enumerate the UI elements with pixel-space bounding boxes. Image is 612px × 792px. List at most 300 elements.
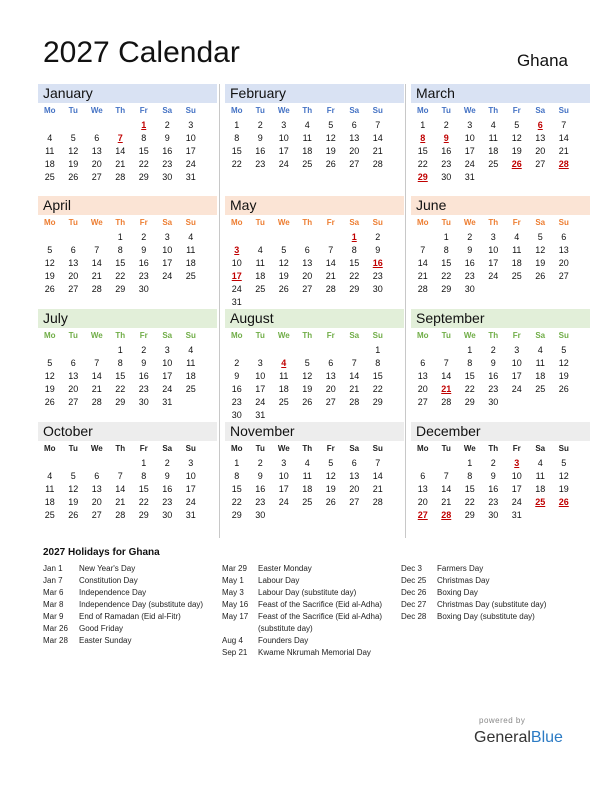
date-grid bbox=[38, 344, 217, 409]
date-cell: 11 bbox=[302, 471, 312, 481]
date-cell: 8 bbox=[141, 133, 147, 143]
month-name: June bbox=[411, 196, 590, 215]
date-cell: 6 bbox=[304, 245, 310, 255]
date-cell: 16 bbox=[255, 146, 266, 156]
date-cell: 7 bbox=[375, 120, 381, 130]
date-cell: 27 bbox=[91, 172, 102, 182]
date-cell: 4 bbox=[47, 133, 53, 143]
date-cell: 2 bbox=[257, 120, 263, 130]
date-cell: 22 bbox=[115, 384, 126, 394]
date-cell: 13 bbox=[417, 371, 428, 381]
date-cell: 15 bbox=[349, 258, 360, 268]
weekday-header bbox=[411, 329, 590, 343]
date-cell: 10 bbox=[464, 133, 475, 143]
weekday-label: Su bbox=[185, 218, 196, 227]
holiday-date-cell: 7 bbox=[117, 133, 123, 143]
date-grid bbox=[411, 119, 590, 184]
date-cell: 19 bbox=[44, 384, 55, 394]
date-cell: 12 bbox=[325, 133, 336, 143]
date-cell: 16 bbox=[464, 258, 475, 268]
date-cell: 21 bbox=[91, 271, 102, 281]
date-cell: 14 bbox=[417, 258, 428, 268]
holiday-item bbox=[43, 611, 213, 623]
date-cell: 16 bbox=[255, 484, 266, 494]
date-cell: 8 bbox=[467, 358, 473, 368]
date-cell: 29 bbox=[138, 510, 149, 520]
date-cell: 6 bbox=[70, 358, 76, 368]
column-divider bbox=[219, 84, 220, 538]
weekday-label: Tu bbox=[441, 331, 451, 340]
date-cell: 14 bbox=[558, 133, 569, 143]
date-cell: 24 bbox=[488, 271, 499, 281]
date-cell: 23 bbox=[162, 159, 173, 169]
weekday-label: Tu bbox=[68, 331, 78, 340]
holiday-date-cell: 29 bbox=[417, 172, 428, 182]
date-cell: 28 bbox=[417, 284, 428, 294]
empty-cell bbox=[249, 344, 273, 357]
date-cell: 27 bbox=[349, 159, 360, 169]
holiday-date: Mar 6 bbox=[43, 588, 64, 597]
month-name: May bbox=[225, 196, 404, 215]
date-cell: 16 bbox=[138, 258, 149, 268]
date-cell: 9 bbox=[490, 358, 496, 368]
date-cell: 4 bbox=[188, 232, 194, 242]
weekday-label: Su bbox=[372, 331, 383, 340]
date-cell: 15 bbox=[138, 146, 149, 156]
weekday-header bbox=[225, 104, 404, 118]
weekday-label: We bbox=[90, 218, 103, 227]
date-cell: 1 bbox=[117, 232, 123, 242]
date-cell: 6 bbox=[351, 120, 357, 130]
empty-cell bbox=[38, 231, 62, 244]
date-cell: 29 bbox=[115, 284, 126, 294]
empty-cell bbox=[411, 231, 435, 244]
month-name: October bbox=[38, 422, 217, 441]
date-cell: 20 bbox=[417, 384, 428, 394]
date-cell: 10 bbox=[255, 371, 266, 381]
holiday-name: Kwame Nkrumah Memorial Day bbox=[258, 648, 371, 657]
date-cell: 14 bbox=[441, 484, 452, 494]
date-cell: 25 bbox=[302, 159, 313, 169]
empty-cell bbox=[435, 344, 459, 357]
date-cell: 27 bbox=[302, 284, 313, 294]
date-cell: 3 bbox=[164, 345, 170, 355]
date-cell: 31 bbox=[185, 172, 196, 182]
date-cell: 31 bbox=[185, 510, 196, 520]
date-cell: 21 bbox=[115, 159, 126, 169]
weekday-header bbox=[225, 329, 404, 343]
date-cell: 2 bbox=[164, 120, 170, 130]
holiday-item bbox=[222, 647, 392, 659]
date-cell: 18 bbox=[278, 384, 289, 394]
date-cell: 5 bbox=[70, 133, 76, 143]
weekday-label: Tu bbox=[255, 444, 265, 453]
holiday-date-cell: 8 bbox=[420, 133, 426, 143]
date-cell: 14 bbox=[372, 471, 383, 481]
date-cell: 13 bbox=[535, 133, 546, 143]
date-cell: 10 bbox=[162, 358, 173, 368]
holiday-name: New Year's Day bbox=[79, 564, 136, 573]
date-cell: 22 bbox=[372, 384, 383, 394]
weekday-label: Fr bbox=[326, 331, 335, 340]
holiday-name: Independence Day bbox=[79, 588, 147, 597]
date-cell: 1 bbox=[117, 345, 123, 355]
holiday-name: Easter Sunday bbox=[79, 636, 132, 645]
weekday-label: Tu bbox=[441, 444, 451, 453]
date-cell: 27 bbox=[68, 397, 79, 407]
date-cell: 25 bbox=[44, 510, 55, 520]
date-cell: 3 bbox=[164, 232, 170, 242]
month-name: January bbox=[38, 84, 217, 103]
date-cell: 26 bbox=[302, 397, 313, 407]
weekday-label: Mo bbox=[230, 331, 243, 340]
weekday-label: Fr bbox=[139, 106, 148, 115]
holiday-date: Mar 28 bbox=[43, 636, 68, 645]
holiday-item bbox=[222, 575, 392, 587]
date-cell: 18 bbox=[302, 484, 313, 494]
date-cell: 16 bbox=[138, 371, 149, 381]
date-cell: 19 bbox=[278, 271, 289, 281]
date-cell: 31 bbox=[231, 297, 242, 307]
weekday-label: Mo bbox=[43, 106, 56, 115]
date-cell: 2 bbox=[141, 232, 147, 242]
empty-cell bbox=[272, 344, 296, 357]
date-grid bbox=[38, 457, 217, 522]
date-cell: 23 bbox=[138, 384, 149, 394]
date-cell: 24 bbox=[464, 159, 475, 169]
date-cell: 25 bbox=[185, 384, 196, 394]
holiday-date: Dec 28 bbox=[401, 612, 427, 621]
weekday-label: Mo bbox=[230, 106, 243, 115]
date-cell: 15 bbox=[138, 484, 149, 494]
date-cell: 30 bbox=[441, 172, 452, 182]
date-cell: 12 bbox=[278, 258, 289, 268]
date-cell: 11 bbox=[535, 358, 545, 368]
date-cell: 10 bbox=[231, 258, 242, 268]
date-cell: 25 bbox=[278, 397, 289, 407]
date-cell: 6 bbox=[94, 133, 100, 143]
holiday-date: Dec 3 bbox=[401, 564, 422, 573]
date-cell: 9 bbox=[164, 471, 170, 481]
weekday-label: Su bbox=[185, 331, 196, 340]
weekday-header bbox=[411, 216, 590, 230]
date-cell: 29 bbox=[464, 510, 475, 520]
date-cell: 3 bbox=[490, 232, 496, 242]
date-cell: 22 bbox=[231, 497, 242, 507]
date-cell: 22 bbox=[441, 271, 452, 281]
month-october bbox=[38, 422, 217, 536]
date-cell: 13 bbox=[349, 133, 360, 143]
date-cell: 10 bbox=[278, 133, 289, 143]
date-cell: 8 bbox=[117, 358, 123, 368]
month-april bbox=[38, 196, 217, 310]
weekday-label: Tu bbox=[441, 218, 451, 227]
date-cell: 18 bbox=[535, 371, 546, 381]
date-cell: 8 bbox=[351, 245, 357, 255]
date-cell: 15 bbox=[464, 371, 475, 381]
date-cell: 7 bbox=[117, 471, 123, 481]
holiday-list-column-3 bbox=[401, 563, 571, 623]
holiday-list-column-2 bbox=[222, 563, 392, 659]
empty-cell bbox=[38, 344, 62, 357]
date-cell: 1 bbox=[141, 458, 147, 468]
date-cell: 16 bbox=[488, 484, 499, 494]
weekday-label: Th bbox=[115, 331, 126, 340]
date-cell: 5 bbox=[47, 358, 53, 368]
date-cell: 25 bbox=[185, 271, 196, 281]
month-name: December bbox=[411, 422, 590, 441]
holiday-name: Christmas Day bbox=[437, 576, 490, 585]
date-cell: 12 bbox=[44, 258, 55, 268]
date-cell: 11 bbox=[535, 471, 545, 481]
date-cell: 4 bbox=[188, 345, 194, 355]
date-cell: 13 bbox=[325, 371, 336, 381]
empty-cell bbox=[272, 231, 296, 244]
date-grid bbox=[225, 231, 404, 309]
holiday-item bbox=[401, 563, 571, 575]
weekday-label: Fr bbox=[512, 444, 521, 453]
date-cell: 16 bbox=[441, 146, 452, 156]
date-cell: 7 bbox=[94, 358, 100, 368]
date-cell: 5 bbox=[304, 358, 310, 368]
date-cell: 20 bbox=[91, 159, 102, 169]
weekday-label: Su bbox=[558, 218, 569, 227]
date-cell: 6 bbox=[328, 358, 334, 368]
date-cell: 24 bbox=[511, 384, 522, 394]
date-cell: 7 bbox=[351, 358, 357, 368]
weekday-label: Su bbox=[558, 106, 569, 115]
date-cell: 2 bbox=[141, 345, 147, 355]
date-cell: 22 bbox=[115, 271, 126, 281]
holiday-item bbox=[401, 599, 571, 611]
date-cell: 28 bbox=[115, 172, 126, 182]
calendar-grid bbox=[38, 84, 575, 538]
date-cell: 24 bbox=[278, 497, 289, 507]
holiday-date: Aug 4 bbox=[222, 636, 243, 645]
empty-cell bbox=[62, 119, 86, 132]
weekday-label: Th bbox=[115, 106, 126, 115]
holiday-date-cell: 1 bbox=[351, 232, 357, 242]
weekday-label: Sa bbox=[349, 218, 360, 227]
date-cell: 20 bbox=[535, 146, 546, 156]
weekday-label: Mo bbox=[43, 218, 56, 227]
date-cell: 20 bbox=[302, 271, 313, 281]
weekday-label: Fr bbox=[139, 218, 148, 227]
weekday-label: Su bbox=[185, 106, 196, 115]
date-cell: 1 bbox=[375, 345, 381, 355]
weekday-header bbox=[225, 216, 404, 230]
empty-cell bbox=[319, 231, 343, 244]
holiday-item bbox=[43, 587, 213, 599]
date-cell: 27 bbox=[535, 159, 546, 169]
holiday-date-cell: 6 bbox=[537, 120, 543, 130]
weekday-label: Su bbox=[185, 444, 196, 453]
weekday-label: We bbox=[90, 331, 103, 340]
date-cell: 17 bbox=[162, 258, 173, 268]
weekday-label: Th bbox=[302, 331, 313, 340]
date-cell: 14 bbox=[91, 258, 102, 268]
weekday-label: Th bbox=[115, 444, 126, 453]
holiday-date-cell: 28 bbox=[558, 159, 569, 169]
date-cell: 18 bbox=[44, 159, 55, 169]
date-cell: 17 bbox=[464, 146, 475, 156]
date-cell: 16 bbox=[162, 484, 173, 494]
date-cell: 30 bbox=[231, 410, 242, 420]
date-cell: 26 bbox=[535, 271, 546, 281]
empty-cell bbox=[85, 231, 109, 244]
date-cell: 21 bbox=[325, 271, 336, 281]
weekday-label: Su bbox=[372, 218, 383, 227]
date-cell: 24 bbox=[231, 284, 242, 294]
month-november bbox=[225, 422, 404, 536]
date-cell: 10 bbox=[185, 471, 196, 481]
month-may bbox=[225, 196, 404, 310]
date-cell: 23 bbox=[231, 397, 242, 407]
date-cell: 1 bbox=[467, 458, 473, 468]
brand-blue: Blue bbox=[530, 729, 563, 746]
date-cell: 25 bbox=[302, 497, 313, 507]
date-cell: 7 bbox=[443, 358, 449, 368]
date-cell: 16 bbox=[231, 384, 242, 394]
holiday-item bbox=[401, 587, 571, 599]
date-cell: 3 bbox=[467, 120, 473, 130]
weekday-label: Th bbox=[302, 444, 313, 453]
date-cell: 6 bbox=[420, 471, 426, 481]
date-cell: 17 bbox=[511, 484, 522, 494]
weekday-header bbox=[411, 104, 590, 118]
holiday-date: May 3 bbox=[222, 588, 244, 597]
weekday-label: Tu bbox=[68, 444, 78, 453]
date-cell: 17 bbox=[488, 258, 499, 268]
month-name: August bbox=[225, 309, 404, 328]
date-cell: 6 bbox=[94, 471, 100, 481]
date-cell: 8 bbox=[375, 358, 381, 368]
date-cell: 11 bbox=[186, 245, 196, 255]
date-cell: 17 bbox=[185, 146, 196, 156]
date-cell: 22 bbox=[138, 159, 149, 169]
date-cell: 4 bbox=[514, 232, 520, 242]
date-cell: 3 bbox=[257, 358, 263, 368]
holiday-item bbox=[43, 599, 213, 611]
weekday-label: We bbox=[277, 106, 290, 115]
date-cell: 29 bbox=[231, 510, 242, 520]
holiday-date: Mar 8 bbox=[43, 600, 64, 609]
holiday-date: Jan 1 bbox=[43, 564, 63, 573]
weekday-label: Mo bbox=[416, 444, 429, 453]
holiday-name: Feast of the Sacrifice (Eid al-Adha) bbox=[258, 600, 383, 609]
date-cell: 22 bbox=[138, 497, 149, 507]
date-cell: 17 bbox=[185, 484, 196, 494]
date-cell: 10 bbox=[162, 245, 173, 255]
weekday-label: Su bbox=[372, 106, 383, 115]
date-cell: 20 bbox=[68, 271, 79, 281]
date-cell: 26 bbox=[44, 397, 55, 407]
weekday-label: We bbox=[463, 106, 476, 115]
month-name: November bbox=[225, 422, 404, 441]
date-cell: 28 bbox=[325, 284, 336, 294]
holiday-name: Independence Day (substitute day) bbox=[79, 600, 204, 609]
date-cell: 7 bbox=[420, 245, 426, 255]
date-cell: 21 bbox=[349, 384, 360, 394]
empty-cell bbox=[85, 457, 109, 470]
empty-cell bbox=[62, 344, 86, 357]
generalblue-logo[interactable] bbox=[474, 729, 563, 747]
date-cell: 7 bbox=[328, 245, 334, 255]
date-cell: 30 bbox=[488, 510, 499, 520]
date-cell: 9 bbox=[257, 133, 263, 143]
holiday-date-cell: 17 bbox=[231, 271, 242, 281]
weekday-label: Th bbox=[488, 444, 499, 453]
date-cell: 31 bbox=[511, 510, 522, 520]
date-cell: 11 bbox=[255, 258, 265, 268]
weekday-label: Sa bbox=[349, 106, 360, 115]
empty-cell bbox=[38, 119, 62, 132]
date-cell: 31 bbox=[162, 397, 173, 407]
date-cell: 10 bbox=[511, 358, 522, 368]
date-cell: 19 bbox=[558, 371, 569, 381]
date-cell: 29 bbox=[138, 172, 149, 182]
date-cell: 15 bbox=[115, 371, 126, 381]
holiday-item bbox=[43, 575, 213, 587]
weekday-label: Su bbox=[558, 331, 569, 340]
weekday-label: Sa bbox=[535, 218, 546, 227]
date-cell: 19 bbox=[511, 146, 522, 156]
date-cell: 7 bbox=[561, 120, 567, 130]
date-cell: 7 bbox=[443, 471, 449, 481]
holiday-name: Farmers Day bbox=[437, 564, 484, 573]
month-september bbox=[411, 309, 590, 423]
date-cell: 20 bbox=[349, 484, 360, 494]
holiday-name: Constitution Day bbox=[79, 576, 138, 585]
date-cell: 28 bbox=[115, 510, 126, 520]
date-cell: 22 bbox=[464, 497, 475, 507]
date-cell: 20 bbox=[417, 497, 428, 507]
weekday-label: We bbox=[463, 218, 476, 227]
month-name: April bbox=[38, 196, 217, 215]
date-cell: 19 bbox=[535, 258, 546, 268]
date-cell: 27 bbox=[417, 397, 428, 407]
date-cell: 25 bbox=[255, 284, 266, 294]
weekday-label: Tu bbox=[68, 218, 78, 227]
date-cell: 26 bbox=[44, 284, 55, 294]
empty-cell bbox=[296, 344, 320, 357]
date-cell: 11 bbox=[512, 245, 522, 255]
date-cell: 9 bbox=[164, 133, 170, 143]
empty-cell bbox=[62, 457, 86, 470]
holiday-item bbox=[222, 611, 392, 635]
date-cell: 3 bbox=[281, 458, 287, 468]
weekday-label: Fr bbox=[139, 444, 148, 453]
date-cell: 17 bbox=[255, 384, 266, 394]
date-cell: 21 bbox=[91, 384, 102, 394]
weekday-label: We bbox=[277, 444, 290, 453]
date-cell: 13 bbox=[68, 371, 79, 381]
date-cell: 23 bbox=[255, 497, 266, 507]
date-cell: 21 bbox=[372, 484, 383, 494]
date-cell: 23 bbox=[464, 271, 475, 281]
month-name: February bbox=[225, 84, 404, 103]
holiday-date-cell: 16 bbox=[372, 258, 383, 268]
holiday-item bbox=[222, 563, 392, 575]
date-cell: 23 bbox=[488, 384, 499, 394]
holiday-name: Feast of the Sacrifice (Eid al-Adha) (substitute day) bbox=[258, 612, 383, 633]
weekday-label: Su bbox=[372, 444, 383, 453]
holiday-date: May 1 bbox=[222, 576, 244, 585]
holiday-name: Boxing Day (substitute day) bbox=[437, 612, 535, 621]
date-cell: 20 bbox=[91, 497, 102, 507]
date-cell: 7 bbox=[94, 245, 100, 255]
date-cell: 12 bbox=[558, 471, 569, 481]
